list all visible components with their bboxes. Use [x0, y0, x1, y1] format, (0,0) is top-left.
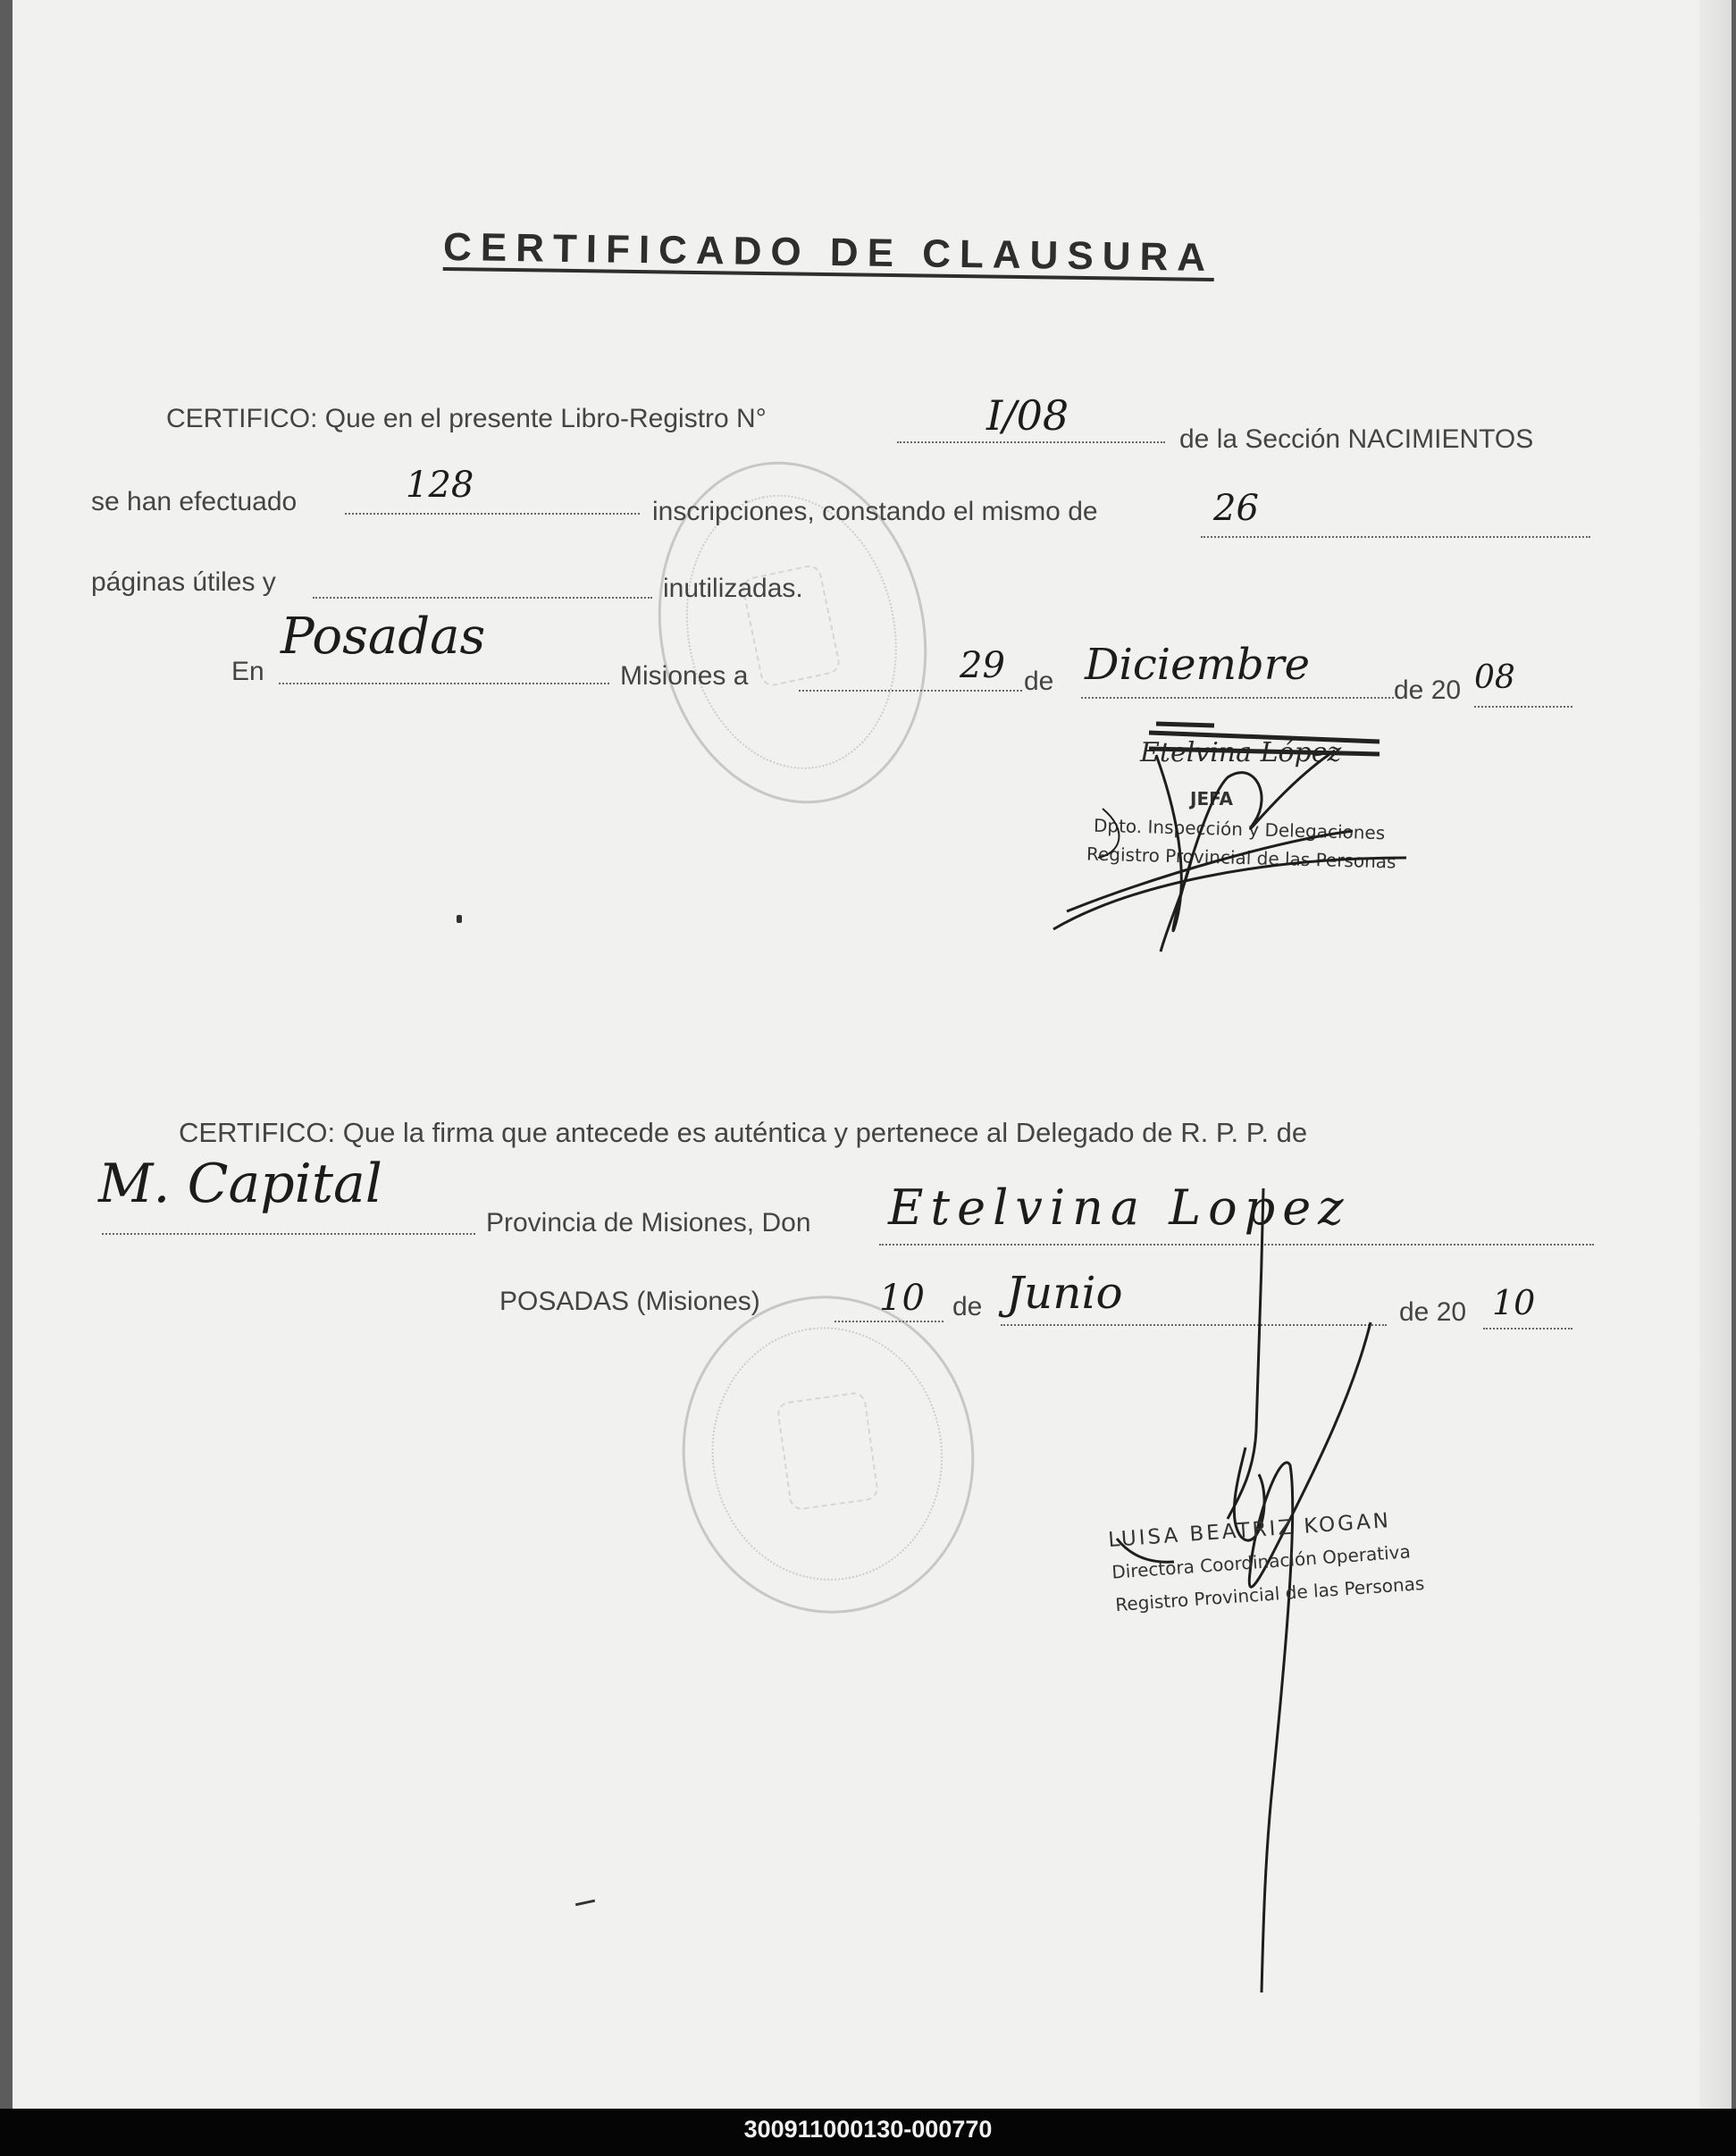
cert1-line3-prefix: páginas útiles y	[91, 567, 276, 597]
cert1-place: Posadas	[281, 608, 486, 666]
cert1-place-middle: Misiones a	[620, 661, 749, 691]
cert2-day: 10	[879, 1278, 925, 1319]
cert1-year-suffix: 08	[1474, 659, 1515, 696]
document-page	[13, 0, 1732, 2109]
cert1-place-prefix: En	[231, 657, 264, 686]
cert1-libro-number: I/08	[986, 391, 1069, 440]
cert2-line2-middle: Provincia de Misiones, Don	[486, 1208, 811, 1237]
cert1-stamp-title: JEFA	[1190, 788, 1233, 810]
document-title: CERTIFICADO DE CLAUSURA	[442, 224, 1215, 281]
paper-speck	[457, 915, 462, 923]
cert2-year-prefix: de 20	[1399, 1297, 1467, 1327]
cert2-year-suffix: 10	[1492, 1283, 1536, 1322]
cert2-signature	[13, 0, 1732, 2109]
cert2-stamp-org: Registro Provincial de las Personas	[1114, 1572, 1425, 1616]
cert1-inscripciones-count: 128	[406, 465, 474, 506]
cert1-stamp-department: Dpto. Inspección y Delegaciones	[1093, 814, 1386, 844]
cert1-stamp-organization: Registro Provincial de las Personas	[1086, 843, 1396, 873]
document-code: 300911000130-000770	[743, 2116, 993, 2143]
cert2-stamp-name: LUISA BEATRIZ KOGAN	[1107, 1508, 1392, 1553]
cert2-place-prefix: POSADAS (Misiones)	[499, 1287, 760, 1316]
cert1-year-prefix: de 20	[1394, 675, 1462, 705]
cert1-date-de: de	[1024, 667, 1054, 696]
cert2-stamp-title: Directora Coordinación Operativa	[1111, 1540, 1412, 1583]
cert1-paginas-count: 26	[1213, 488, 1259, 529]
cert1-line3-suffix: inutilizadas.	[663, 574, 803, 603]
cert1-line2-prefix: se han efectuado	[91, 487, 298, 516]
cert2-date-de: de	[952, 1292, 983, 1321]
cert2-delegation: M. Capital	[98, 1153, 382, 1215]
cert2-line1: CERTIFICO: Que la firma que antecede es auténtica y pertenece al Delegado de R. P. P. de	[179, 1117, 1308, 1148]
cert1-signer-handwritten: Etelvina López	[1140, 737, 1342, 768]
cert2-delegate-name: Etelvina Lopez	[888, 1179, 1351, 1236]
cert1-line1-suffix: de la Sección NACIMIENTOS	[1179, 424, 1534, 454]
cert2-month: Junio	[1006, 1267, 1123, 1319]
cert1-month: Diciembre	[1085, 640, 1311, 690]
cert1-line2-middle: inscripciones, constando el mismo de	[652, 497, 1098, 526]
cert1-day: 29	[960, 645, 1005, 686]
cert1-line1-prefix: CERTIFICO: Que en el presente Libro-Registro N°	[166, 404, 767, 433]
